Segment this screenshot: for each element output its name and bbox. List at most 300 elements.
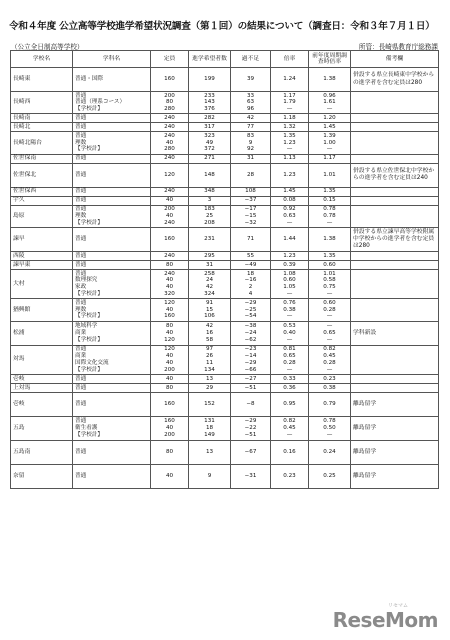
dept-cell (73, 261, 151, 270)
ratio-cell (271, 187, 309, 196)
diff-cell (231, 187, 271, 196)
diff-cell-line: −23 (244, 346, 257, 353)
dept-cell-line: 普通 (75, 155, 87, 162)
capacity-cell-line: 240 (164, 155, 175, 162)
dept-cell-line: 普通 (75, 261, 87, 268)
diff-cell (231, 392, 271, 416)
ratio-cell-line: 0.76 (283, 299, 296, 306)
prev-ratio-cell (309, 299, 351, 321)
school-name: 佐世保西 (11, 187, 73, 196)
diff-cell (231, 321, 271, 345)
note-cell: 離島留学 (351, 464, 439, 488)
dept-cell (73, 440, 151, 464)
diff-cell-line: −27 (244, 375, 257, 382)
prev-ratio-cell (309, 114, 351, 123)
prev-ratio-cell-line: 1.17 (323, 155, 336, 162)
table-row (11, 123, 439, 132)
diff-cell-line: −51 (244, 384, 257, 391)
applicants-cell-line: 18 (205, 425, 214, 432)
prev-ratio-cell-line: 1.39 (323, 132, 336, 139)
applicants-cell (189, 261, 231, 270)
applicants-cell-line: 258 (204, 270, 215, 277)
applicants-cell (189, 270, 231, 299)
dept-cell-line: 普通 (75, 188, 87, 195)
ratio-cell-line: — (286, 336, 293, 343)
capacity-cell-line: 40 (165, 473, 174, 480)
prev-ratio-cell (309, 383, 351, 392)
applicants-cell-line: 31 (205, 261, 214, 268)
capacity-cell (151, 416, 189, 440)
capacity-cell (151, 123, 189, 132)
applicants-cell-line: 9 (207, 473, 212, 480)
ratio-cell (271, 154, 309, 163)
dept-cell-line: 普通 (75, 92, 87, 99)
note-cell: 学科新設 (351, 321, 439, 345)
prev-ratio-cell (309, 374, 351, 383)
applicants-cell (189, 416, 231, 440)
diff-cell-line: 96 (246, 106, 255, 113)
ratio-cell-line: — (286, 313, 293, 320)
ratio-cell-line: 1.08 (283, 270, 296, 277)
dept-cell (73, 345, 151, 374)
school-name: 五島 (11, 416, 73, 440)
applicants-cell-line: 26 (205, 353, 214, 360)
diff-cell (231, 68, 271, 92)
table-row (11, 196, 439, 205)
capacity-cell (151, 464, 189, 488)
capacity-cell-line: 120 (164, 346, 175, 353)
dept-cell-line: 国際文化交流 (75, 359, 109, 366)
diff-cell (231, 270, 271, 299)
dept-cell-line: 商業 (75, 353, 87, 360)
applicants-cell-line: 97 (205, 346, 214, 353)
applicants-cell-line: 348 (204, 188, 215, 195)
prev-ratio-cell-line: — (326, 313, 333, 320)
prev-ratio-cell-line: 0.78 (323, 418, 336, 425)
diff-cell-line: −29 (244, 359, 257, 366)
applicants-cell (189, 299, 231, 321)
note-cell (351, 252, 439, 261)
ratio-cell (271, 392, 309, 416)
dept-cell-line: 【学校計】 (75, 431, 103, 438)
note-cell (351, 196, 439, 205)
prev-ratio-cell (309, 321, 351, 345)
school-name: 佐世保南 (11, 154, 73, 163)
diff-cell-line: −22 (244, 425, 257, 432)
diff-cell-line: −38 (244, 323, 257, 330)
capacity-cell (151, 196, 189, 205)
diff-cell-line: −29 (244, 299, 257, 306)
diff-cell-line: 4 (248, 291, 253, 298)
note-cell (351, 132, 439, 154)
prev-ratio-cell-line: — (326, 219, 333, 226)
note-cell (351, 270, 439, 299)
capacity-cell-line: 40 (165, 213, 174, 220)
table-body (11, 68, 439, 489)
dept-cell-line: 普通 (75, 206, 87, 213)
ratio-cell (271, 163, 309, 187)
school-name: 奈留 (11, 464, 73, 488)
diff-cell-line: −14 (244, 353, 257, 360)
header-ratio: 倍率 (271, 51, 309, 68)
diff-cell-line: 28 (246, 171, 255, 178)
diff-cell-line: −49 (244, 261, 257, 268)
prev-ratio-cell (309, 205, 351, 227)
diff-cell (231, 132, 271, 154)
ratio-cell (271, 228, 309, 252)
dept-cell (73, 374, 151, 383)
dept-cell-line: 普通 (75, 299, 87, 306)
dept-cell-line: 普通 (75, 449, 87, 456)
dept-cell-line: 普通（理系コース） (75, 99, 126, 106)
ratio-cell-line: 0.82 (283, 418, 296, 425)
dept-cell (73, 154, 151, 163)
dept-cell-line: 衛生看護 (75, 425, 98, 432)
prev-ratio-cell (309, 187, 351, 196)
dept-cell-line: 普通 (75, 197, 87, 204)
diff-cell-line: 83 (246, 132, 255, 139)
ratio-cell-line: 1.24 (283, 76, 296, 83)
applicants-cell-line: 323 (204, 132, 215, 139)
capacity-cell (151, 92, 189, 114)
ratio-cell-line: 0.40 (283, 329, 296, 336)
diff-cell-line: −24 (244, 329, 257, 336)
prev-ratio-cell-line: 1.61 (323, 99, 336, 106)
capacity-cell-line: 240 (164, 270, 175, 277)
prev-ratio-cell-line: 1.01 (323, 270, 336, 277)
applicants-cell (189, 196, 231, 205)
applicants-cell-line: 13 (205, 449, 214, 456)
applicants-cell (189, 163, 231, 187)
applicants-cell (189, 345, 231, 374)
capacity-cell-line: 160 (164, 313, 175, 320)
prev-ratio-cell-line: 0.45 (323, 353, 336, 360)
diff-cell (231, 92, 271, 114)
school-name: 五島南 (11, 440, 73, 464)
applicants-cell (189, 123, 231, 132)
school-name: 猶興館 (11, 299, 73, 321)
prev-ratio-cell-line: 1.35 (323, 188, 336, 195)
diff-cell-line: 71 (246, 236, 255, 243)
table-row (11, 187, 439, 196)
prev-ratio-cell-line: 0.58 (323, 277, 336, 284)
prev-ratio-cell (309, 270, 351, 299)
dept-cell (73, 196, 151, 205)
note-cell (351, 261, 439, 270)
diff-cell-line: −54 (244, 313, 257, 320)
ratio-cell-line: 1.23 (283, 171, 296, 178)
dept-cell-line: 普通・国際 (75, 76, 103, 83)
prev-ratio-cell (309, 92, 351, 114)
capacity-cell (151, 205, 189, 227)
dept-cell (73, 123, 151, 132)
capacity-cell (151, 261, 189, 270)
dept-cell-line: 地域科学 (75, 323, 98, 330)
diff-cell-line: −17 (244, 206, 257, 213)
diff-cell-line: 92 (246, 146, 255, 153)
table-row (11, 261, 439, 270)
diff-cell (231, 114, 271, 123)
note-cell (351, 154, 439, 163)
capacity-cell-line: 40 (165, 425, 174, 432)
prev-ratio-cell-line: 0.75 (323, 284, 336, 291)
prev-ratio-cell-line: 0.79 (323, 401, 336, 408)
capacity-cell-line: 240 (164, 114, 175, 121)
applicants-cell-line: 91 (205, 299, 214, 306)
school-name: 宇久 (11, 196, 73, 205)
capacity-cell (151, 163, 189, 187)
ratio-cell-line: — (286, 146, 293, 153)
capacity-cell-line: 240 (164, 132, 175, 139)
dept-cell-line: 普通 (75, 384, 87, 391)
diff-cell-line: −16 (244, 277, 257, 284)
diff-cell-line: −25 (244, 306, 257, 313)
ratio-cell-line: 0.39 (283, 261, 296, 268)
ratio-cell-line: 0.23 (283, 473, 296, 480)
dept-cell-line: 普通 (75, 418, 87, 425)
dept-cell-line: 【学校計】 (75, 291, 103, 298)
diff-cell-line: −62 (244, 336, 257, 343)
note-cell (351, 374, 439, 383)
applicants-cell-line: 208 (204, 219, 215, 226)
capacity-cell-line: 320 (164, 291, 175, 298)
ratio-cell-line: 1.23 (283, 139, 296, 146)
dept-cell (73, 416, 151, 440)
prev-ratio-cell (309, 261, 351, 270)
subtitle-left: （公立全日制高等学校） (11, 43, 84, 51)
note-cell: 併設する県立長崎東中学校からの進学者を含む定員は280 (351, 68, 439, 92)
applicants-cell-line: 231 (204, 236, 215, 243)
note-cell (351, 114, 439, 123)
dept-cell (73, 321, 151, 345)
prev-ratio-cell (309, 392, 351, 416)
diff-cell (231, 205, 271, 227)
capacity-cell (151, 383, 189, 392)
dept-cell (73, 114, 151, 123)
header-diff: 過不足 (231, 51, 271, 68)
diff-cell-line: 39 (246, 76, 255, 83)
dept-cell-line: 普通 (75, 473, 87, 480)
dept-cell-line: 商業 (75, 329, 87, 336)
diff-cell-line: 31 (246, 155, 255, 162)
header-prev-ratio: 前年度周期調査時倍率 (309, 51, 351, 68)
table-row (11, 68, 439, 92)
diff-cell-line: 18 (246, 270, 255, 277)
dept-cell (73, 228, 151, 252)
school-name: 大村 (11, 270, 73, 299)
applicants-cell-line: 271 (204, 155, 215, 162)
ratio-cell-line: 0.65 (283, 353, 296, 360)
diff-cell-line: 63 (246, 99, 255, 106)
capacity-cell-line: 40 (165, 329, 174, 336)
table-row (11, 464, 439, 488)
prev-ratio-cell (309, 416, 351, 440)
prev-ratio-cell-line: 0.25 (323, 473, 336, 480)
dept-cell-line: 普通 (75, 346, 87, 353)
applicants-cell-line: 148 (204, 171, 215, 178)
table-row (11, 154, 439, 163)
prev-ratio-cell-line: — (326, 336, 333, 343)
prev-ratio-cell-line: 0.28 (323, 359, 336, 366)
diff-cell (231, 252, 271, 261)
applicants-cell-line: 282 (204, 114, 215, 121)
applicants-cell-line: 11 (205, 359, 214, 366)
prev-ratio-cell-line: 1.00 (323, 139, 336, 146)
ratio-cell-line: 1.13 (283, 155, 296, 162)
capacity-cell (151, 228, 189, 252)
applicants-cell-line: 24 (205, 277, 214, 284)
applicants-cell (189, 252, 231, 261)
capacity-cell-line: 160 (164, 418, 175, 425)
prev-ratio-cell-line: 0.60 (323, 299, 336, 306)
dept-cell-line: 【学校計】 (75, 366, 103, 373)
school-name: 対馬 (11, 345, 73, 374)
diff-cell-line: 2 (248, 284, 253, 291)
prev-ratio-cell-line: 0.38 (323, 384, 336, 391)
table-row (11, 228, 439, 252)
diff-cell-line: −37 (244, 197, 257, 204)
capacity-cell-line: 40 (165, 197, 174, 204)
page-title: 令和４年度 公立高等学校進学希望状況調査（第１回）の結果について（調査日：令和３年７月１日） (9, 21, 435, 32)
table-row (11, 270, 439, 299)
table-row (11, 374, 439, 383)
diff-cell-line: 9 (248, 139, 253, 146)
applicants-cell (189, 154, 231, 163)
table-row (11, 92, 439, 114)
capacity-cell-line: 120 (164, 299, 175, 306)
applicants-cell (189, 132, 231, 154)
capacity-cell-line: 40 (165, 375, 174, 382)
school-name: 西陵 (11, 252, 73, 261)
ratio-cell-line: 0.92 (283, 206, 296, 213)
applicants-cell-line: 29 (205, 384, 214, 391)
prev-ratio-cell (309, 196, 351, 205)
capacity-cell-line: 120 (164, 171, 175, 178)
prev-ratio-cell (309, 163, 351, 187)
ratio-cell-line: 0.16 (283, 449, 296, 456)
diff-cell (231, 261, 271, 270)
applicants-cell (189, 92, 231, 114)
school-name: 上対馬 (11, 383, 73, 392)
applicants-cell (189, 68, 231, 92)
logo-text: ReseMom (332, 608, 438, 632)
capacity-cell-line: 80 (165, 384, 174, 391)
diff-cell (231, 383, 271, 392)
capacity-cell-line: 280 (164, 146, 175, 153)
applicants-cell-line: 233 (204, 92, 215, 99)
ratio-cell-line: — (286, 219, 293, 226)
diff-cell (231, 299, 271, 321)
prev-ratio-cell-line: 0.60 (323, 261, 336, 268)
applicants-cell-line: 134 (204, 366, 215, 373)
note-cell: 離島留学 (351, 440, 439, 464)
dept-cell (73, 92, 151, 114)
dept-cell-line: 普通 (75, 401, 87, 408)
ratio-cell-line: 1.18 (283, 114, 296, 121)
ratio-cell-line: 0.45 (283, 425, 296, 432)
applicants-cell-line: 13 (205, 375, 214, 382)
ratio-cell-line: 1.05 (283, 284, 296, 291)
dept-cell-line: 普通 (75, 171, 87, 178)
logo-mark-text: リセマム (388, 603, 408, 609)
dept-cell-line: 【学校計】 (75, 106, 103, 113)
dept-cell-line: 数理探究 (75, 277, 98, 284)
applicants-cell-line: 42 (205, 284, 214, 291)
diff-cell-line: 55 (246, 252, 255, 259)
ratio-cell (271, 440, 309, 464)
ratio-cell (271, 321, 309, 345)
ratio-cell (271, 261, 309, 270)
ratio-cell-line: 0.38 (283, 306, 296, 313)
dept-cell-line: 理数 (75, 306, 87, 313)
ratio-cell (271, 299, 309, 321)
prev-ratio-cell-line: — (326, 323, 333, 330)
school-name: 長崎東 (11, 68, 73, 92)
capacity-cell (151, 187, 189, 196)
ratio-cell (271, 383, 309, 392)
capacity-cell-line: 160 (164, 401, 175, 408)
applicants-cell-line: 106 (204, 313, 215, 320)
diff-cell-line: −51 (244, 431, 257, 438)
capacity-cell-line: 80 (165, 449, 174, 456)
diff-cell (231, 228, 271, 252)
capacity-cell (151, 321, 189, 345)
diff-cell-line: −15 (244, 213, 257, 220)
prev-ratio-cell-line: 1.45 (323, 123, 336, 130)
diff-cell-line: 77 (246, 123, 255, 130)
capacity-cell (151, 345, 189, 374)
prev-ratio-cell-line: 0.28 (323, 306, 336, 313)
header-applicants: 進学希望者数 (189, 51, 231, 68)
capacity-cell-line: 40 (165, 359, 174, 366)
applicants-cell (189, 383, 231, 392)
prev-ratio-cell-line: 0.65 (323, 329, 336, 336)
school-name: 壱岐 (11, 374, 73, 383)
table-row (11, 163, 439, 187)
dept-cell (73, 132, 151, 154)
dept-cell-line: 【学校計】 (75, 336, 103, 343)
ratio-cell (271, 132, 309, 154)
capacity-cell-line: 120 (164, 336, 175, 343)
applicants-cell-line: 15 (205, 306, 214, 313)
note-cell (351, 299, 439, 321)
applicants-cell (189, 114, 231, 123)
applicants-cell-line: 152 (204, 401, 215, 408)
capacity-cell-line: 240 (164, 123, 175, 130)
ratio-cell-line: — (286, 291, 293, 298)
table-row (11, 392, 439, 416)
prev-ratio-cell (309, 252, 351, 261)
capacity-cell-line: 40 (165, 284, 174, 291)
ratio-cell (271, 416, 309, 440)
capacity-cell-line: 240 (164, 188, 175, 195)
subtitle-right: 所管：長崎県教育庁総務課 (358, 43, 438, 51)
dept-cell-line: 普通 (75, 114, 87, 121)
table-row (11, 383, 439, 392)
ratio-cell-line: 1.17 (283, 92, 296, 99)
prev-ratio-cell-line: 0.96 (323, 92, 336, 99)
ratio-cell-line: 0.81 (283, 346, 296, 353)
ratio-cell-line: — (286, 106, 293, 113)
prev-ratio-cell-line: 0.24 (323, 449, 336, 456)
capacity-cell-line: 40 (165, 306, 174, 313)
school-name: 長崎西 (11, 92, 73, 114)
header-capacity: 定員 (151, 51, 189, 68)
table-row (11, 252, 439, 261)
header-school: 学校名 (11, 51, 73, 68)
table-row (11, 321, 439, 345)
diff-cell-line: −66 (244, 366, 257, 373)
